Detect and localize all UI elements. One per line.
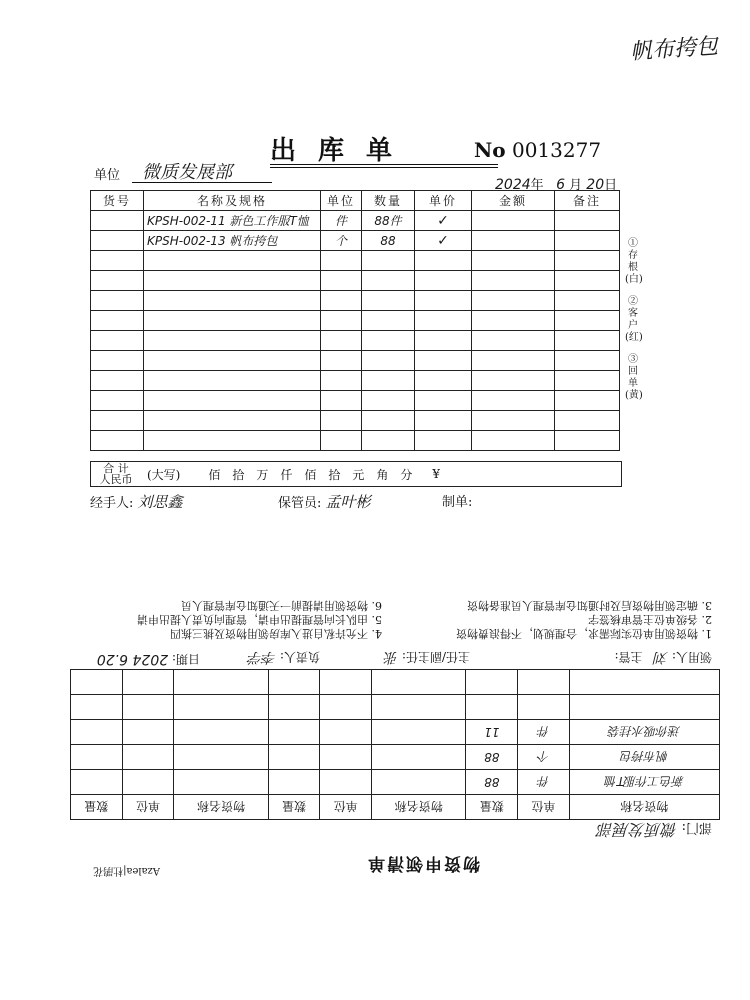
receipt-cell-remark [555,211,620,231]
receipt-title: 出库单 [270,136,415,166]
unit-value: 微质发展部 [142,162,232,183]
note-item: 5. 由队长向管理提出申请，管理向负责人提出申请 [137,613,382,626]
totals-units: 佰 拾 万 仟 佰 拾 元 角 分 [208,467,413,482]
legend-stub: ①存根(白) [625,238,643,285]
requisition-cell [122,670,174,695]
receipt-cell-code [91,431,144,451]
receipt-row [91,311,620,331]
note-item: 3. 确定领用物资后及时通知仓库管理人员准备物资 [467,599,712,612]
receipt-cell-price [415,291,472,311]
requisition-cell [569,695,719,720]
requisition-cell: 件 [518,720,570,745]
requisition-cell [174,695,268,720]
receipt-cell-qty [362,291,415,311]
handler-signature [90,491,183,512]
date-year-suffix: 年 [530,178,544,193]
receipt-cell-price [415,351,472,371]
header-unit: 单位 [321,191,362,211]
totals-label-line2: 人民币 [99,473,133,486]
receipt-cell-price [415,371,472,391]
receipt-row [91,231,620,251]
receipt-cell-code [91,371,144,391]
date-day: 20 [586,177,605,193]
requisition-cell [320,770,372,795]
requisition-cell [320,695,372,720]
receipt-cell-amount [472,391,555,411]
requisition-cell: 11 [466,720,518,745]
requisition-cell [569,670,719,695]
warehouse-out-receipt [70,98,643,538]
receipt-row [91,431,620,451]
receipt-cell-remark [555,371,620,391]
receipt-row [91,251,620,271]
req-header: 物资名称 [174,795,268,820]
receipt-cell-amount [472,411,555,431]
receipt-cell-name [144,251,321,271]
manager-label: 主管: [614,650,643,664]
receipt-row [91,391,620,411]
receipt-cell-amount [472,431,555,451]
requisition-cell [71,745,123,770]
receipt-cell-unit [321,411,362,431]
req-header: 物资名称 [372,795,466,820]
requisition-cell [71,770,123,795]
receipt-cell-amount [472,271,555,291]
receipt-cell-name: KPSH-002-13 帆布挎包 [144,231,321,251]
receipt-cell-qty [362,271,415,291]
requisition-cell [122,695,174,720]
receipt-cell-unit [321,391,362,411]
keeper-label: 保管员: [278,496,322,511]
receipt-cell-remark [555,351,620,371]
receipt-cell-price [415,411,472,431]
notes-col-right [137,598,382,640]
requisition-cell [122,720,174,745]
totals-label-line1: 合 计 [103,462,129,475]
receipt-cell-name [144,431,321,451]
receipt-cell-amount [472,331,555,351]
requisition-cell [372,695,466,720]
requisition-cell [372,720,466,745]
date-month-suffix: 月 [569,178,583,193]
handler-value: 刘思鑫 [137,493,183,511]
receipt-cell-remark [555,331,620,351]
receipt-cell-amount [472,351,555,371]
requisition-table [70,669,720,820]
header-qty: 数量 [362,191,415,211]
requisition-cell: 个 [518,745,570,770]
requisition-cell [518,695,570,720]
requisition-cell [268,670,320,695]
requisition-cell [174,770,268,795]
maker-label: 制单: [442,495,473,510]
requisition-cell [122,745,174,770]
receipt-cell-price: ✓ [415,211,472,231]
receipt-cell-unit [321,351,362,371]
applicant-label: 领用人: [671,650,712,664]
receipt-number-value: 0013277 [511,138,602,162]
receipt-cell-code [91,331,144,351]
requisition-cell [372,745,466,770]
receipt-cell-qty [362,251,415,271]
date-month: 6 [556,177,565,193]
receipt-cell-name [144,311,321,331]
receipt-cell-unit: 件 [321,211,362,231]
header-price: 单价 [415,191,472,211]
receipt-cell-unit [321,251,362,271]
receipt-number [474,138,601,162]
req-date-value: 2024 6.20 [96,651,169,667]
receipt-cell-name [144,351,321,371]
receipt-cell-amount [472,291,555,311]
receipt-cell-qty [362,331,415,351]
receipt-cell-unit [321,271,362,291]
requisition-row [71,720,720,745]
legend-return: ③回单(黄) [625,354,643,401]
note-item: 4. 不允许私自进入库房领用物资及挑三拣四 [170,627,382,640]
receipt-cell-qty [362,391,415,411]
receipt-cell-unit [321,291,362,311]
receipt-cell-qty [362,351,415,371]
requisition-row [71,695,720,720]
req-header: 单位 [122,795,174,820]
receipt-cell-remark [555,411,620,431]
receipt-cell-remark [555,251,620,271]
header-code: 货号 [91,191,144,211]
receipt-cell-unit [321,431,362,451]
requisition-date [97,651,200,668]
copy-legend [625,238,641,412]
header-remark: 备注 [555,191,620,211]
applicant-signature [615,648,712,668]
receipt-cell-qty [362,411,415,431]
requisition-cell [268,720,320,745]
requisition-cell [71,695,123,720]
receipt-cell-price [415,431,472,451]
receipt-cell-code [91,231,144,251]
requisition-cell [466,670,518,695]
director-label: 主任/副主任: [401,650,470,664]
requisition-cell: 新色工作服T恤 [569,770,719,795]
req-header: 数量 [268,795,320,820]
requisition-cell [320,745,372,770]
requisition-cell [174,720,268,745]
receipt-cell-qty [362,371,415,391]
receipt-cell-unit [321,371,362,391]
receipt-cell-amount [472,311,555,331]
receipt-cell-code [91,351,144,371]
maker-signature [442,491,472,510]
applicant-value: 刘 [654,649,669,665]
requisition-cell: 88 [466,745,518,770]
receipt-row [91,331,620,351]
dept-value: 微质发展部 [597,820,678,839]
receipt-cell-qty: 88件 [362,211,415,231]
totals-label [91,463,141,485]
receipt-cell-remark [555,391,620,411]
receipt-cell-price [415,391,472,411]
requisition-cell: 88 [466,770,518,795]
header-amount: 金额 [472,191,555,211]
receipt-header-row [91,191,620,211]
receipt-cell-name [144,291,321,311]
requisition-cell: 迷你吸水挂袋 [569,720,719,745]
receipt-cell-unit [321,311,362,331]
req-header: 数量 [466,795,518,820]
receipt-cell-price [415,251,472,271]
requisition-form [60,548,720,878]
handler-label: 经手人: [90,496,134,511]
requisition-cell [71,670,123,695]
receipt-row [91,411,620,431]
dept-label: 部门: [681,820,712,835]
requisition-cell: 帆布挎包 [569,745,719,770]
receipt-cell-unit [321,331,362,351]
receipt-cell-amount [472,251,555,271]
director-value: 张 [384,649,399,665]
receipt-row [91,271,620,291]
requisition-cell [466,695,518,720]
receipt-cell-qty [362,431,415,451]
requisition-cell [71,720,123,745]
receipt-cell-price [415,311,472,331]
note-item: 2. 各级单位主管审核签字 [588,613,712,626]
receipt-cell-remark [555,231,620,251]
requisition-cell [320,670,372,695]
req-date-label: 日期: [171,652,200,666]
legend-customer: ②客户(红) [625,296,643,343]
unit-underline [132,182,272,183]
title-underline-2 [270,167,498,168]
keeper-value: 孟叶彬 [325,493,371,511]
requisition-cell: 件 [518,770,570,795]
requisition-cell [320,720,372,745]
receipt-cell-remark [555,311,620,331]
azalea-logo: Azalea|杜鹃花 [93,865,160,876]
receipt-row [91,371,620,391]
receipt-cell-name [144,271,321,291]
keeper-signature [278,491,371,512]
totals-big-label: (大写) [147,467,181,482]
requisition-cell [268,770,320,795]
receipt-cell-name [144,331,321,351]
requisition-cell [372,670,466,695]
totals-currency: ¥ [432,467,441,481]
req-header: 单位 [320,795,372,820]
req-header: 数量 [71,795,123,820]
receipt-cell-remark [555,431,620,451]
requisition-cell [268,695,320,720]
requisition-header-row [71,795,720,820]
receipt-cell-code [91,411,144,431]
receipt-cell-remark [555,271,620,291]
responsible-label: 负责人: [279,650,320,664]
requisition-row [71,745,720,770]
requisition-department [597,819,712,842]
receipt-cell-amount [472,211,555,231]
responsible-signature [248,648,320,668]
date-year: 2024 [495,177,531,193]
responsible-value: 李学 [248,649,277,665]
requisition-cell [174,745,268,770]
title-underline [270,164,498,165]
receipt-cell-code [91,251,144,271]
receipt-cell-amount [472,371,555,391]
receipt-row [91,351,620,371]
header-name: 名称及规格 [144,191,321,211]
receipt-cell-code [91,311,144,331]
unit-label: 单位 [94,168,121,183]
receipt-cell-name [144,411,321,431]
req-header: 单位 [518,795,570,820]
requisition-cell [174,670,268,695]
receipt-cell-qty: 88 [362,231,415,251]
req-header: 物资名称 [569,795,719,820]
director-signature [384,648,470,668]
totals-row [90,461,622,487]
receipt-cell-code [91,211,144,231]
receipt-row [91,291,620,311]
requisition-title: 物资申领清单 [366,853,480,873]
receipt-cell-price [415,331,472,351]
notes-col-left [456,598,712,640]
receipt-cell-price [415,271,472,291]
receipt-cell-name: KPSH-002-11 新色工作服T恤 [144,211,321,231]
receipt-cell-name [144,371,321,391]
top-handwritten-note: 帆布挎包 [629,33,719,66]
receipt-cell-code [91,391,144,411]
receipt-cell-amount [472,231,555,251]
receipt-cell-code [91,291,144,311]
receipt-cell-name [144,391,321,411]
receipt-number-prefix: No [474,138,506,162]
requisition-cell [122,770,174,795]
date-day-suffix: 日 [604,178,618,193]
requisition-row [71,670,720,695]
receipt-table [90,190,620,451]
receipt-cell-price: ✓ [415,231,472,251]
note-item: 1. 物资领用单位实际需求，合理规划，不得浪费物资 [456,627,712,640]
requisition-cell [372,770,466,795]
receipt-cell-qty [362,311,415,331]
requisition-row [71,770,720,795]
note-item: 6. 物资领用请提前一天通知仓库管理人员 [181,599,382,612]
requisition-cell [268,745,320,770]
receipt-cell-remark [555,291,620,311]
receipt-cell-code [91,271,144,291]
requisition-cell [518,670,570,695]
receipt-row [91,211,620,231]
receipt-cell-unit: 个 [321,231,362,251]
